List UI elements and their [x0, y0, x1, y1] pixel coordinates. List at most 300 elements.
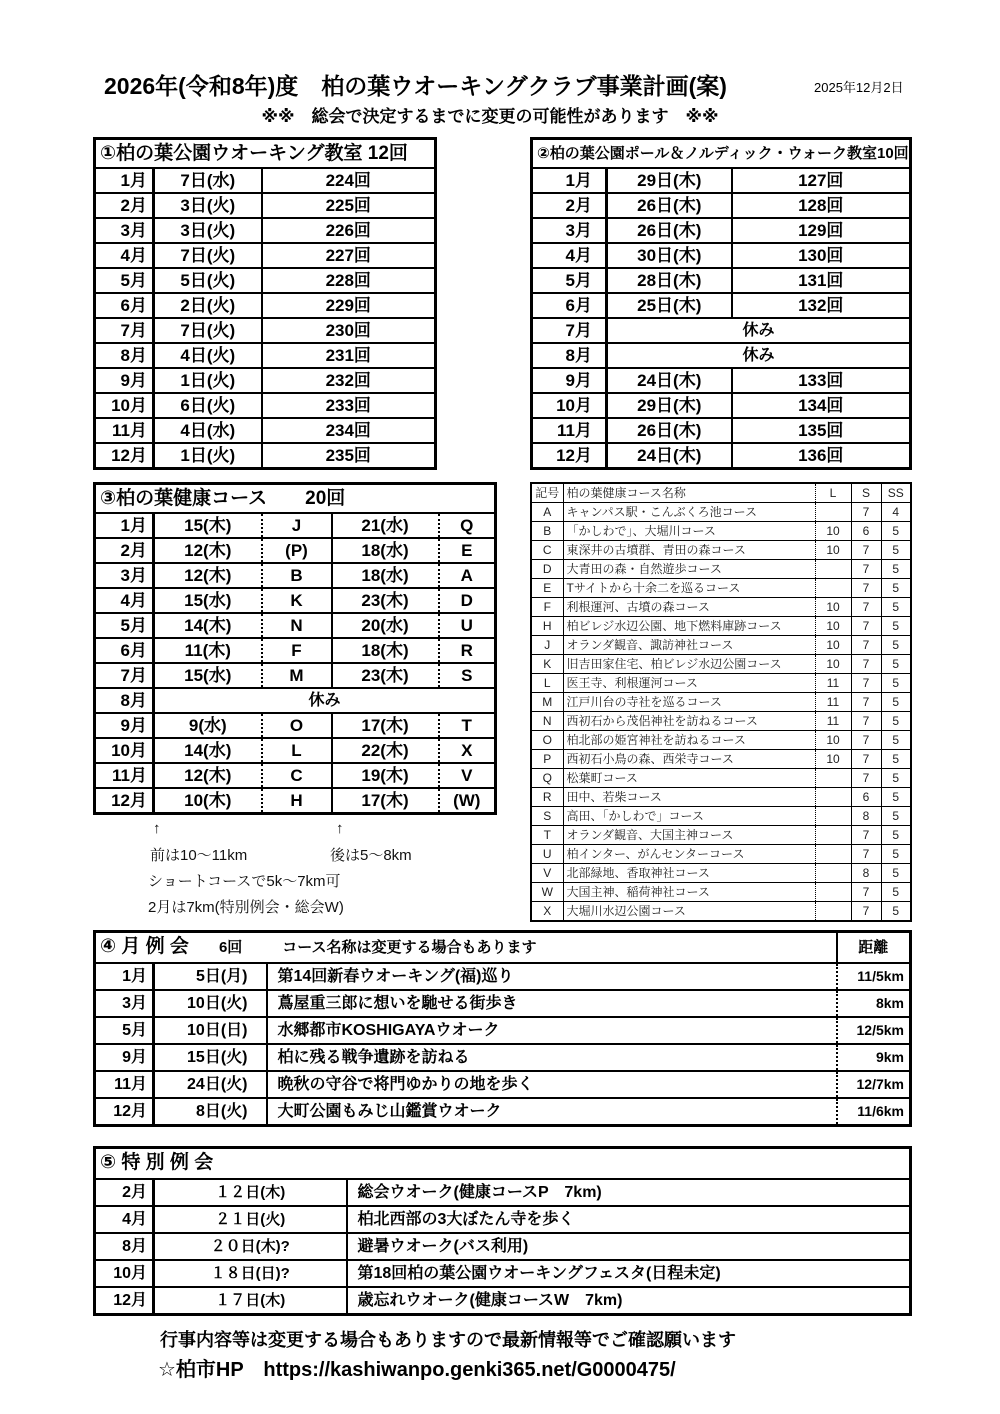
course-name-cell: 田中、若柴コース: [563, 788, 815, 807]
date-cell: 7日(火): [154, 243, 262, 268]
course-name-cell: 柏インター、がんセンターコース: [563, 845, 815, 864]
date-cell: 24日(木): [607, 368, 732, 393]
month-cell: 3月: [95, 218, 154, 243]
course-l-cell: 11: [815, 693, 851, 712]
table-row: [532, 368, 911, 393]
table-row: [531, 769, 911, 788]
course-ss-cell: 5: [881, 712, 911, 731]
course-code-cell: K: [531, 655, 563, 674]
course-name-cell: 北部緑地、香取神社コース: [563, 864, 815, 883]
header-code: 記号: [531, 483, 563, 503]
table-row: [95, 563, 496, 588]
course-list-header-row: [531, 483, 911, 503]
table-row: [95, 193, 436, 218]
date-cell: 26日(木): [607, 418, 732, 443]
table-row: [95, 393, 436, 418]
month-cell: 6月: [532, 293, 607, 318]
table-row: [95, 538, 496, 563]
count-cell: 130回: [732, 243, 911, 268]
date-cell: 28日(木): [607, 268, 732, 293]
distance-cell: 12/5km: [837, 1017, 911, 1044]
course-s-cell: 7: [851, 693, 881, 712]
month-cell: 10月: [95, 393, 154, 418]
course-letter-cell: T: [439, 713, 496, 738]
course-letter-cell: X: [439, 738, 496, 763]
date-cell: 5日(火): [154, 268, 262, 293]
table-row: [532, 318, 911, 343]
table-row: [531, 864, 911, 883]
course-s-cell: 7: [851, 902, 881, 922]
course-letter-cell: F: [262, 638, 332, 663]
course-l-cell: [815, 864, 851, 883]
table-row: [531, 636, 911, 655]
table-row: [531, 807, 911, 826]
month-cell: 7月: [95, 318, 154, 343]
count-cell: 134回: [732, 393, 911, 418]
course-name-cell: 「かしわで」、大堀川コース: [563, 522, 815, 541]
event-name-cell: 第14回新春ウオーキング(福)巡り: [267, 963, 837, 990]
table-row: [95, 663, 496, 688]
course-code-cell: W: [531, 883, 563, 902]
note-short-course: ショートコースで5k～7km可: [148, 873, 341, 890]
date-cell: 7日(水): [154, 168, 262, 193]
date-cell: 7日(火): [154, 318, 262, 343]
date-cell: 17(木): [332, 713, 439, 738]
month-cell: 11月: [95, 1071, 154, 1098]
table-row: [95, 613, 496, 638]
course-code-cell: C: [531, 541, 563, 560]
table-row: [531, 541, 911, 560]
date-cell: 24日(火): [154, 1071, 267, 1098]
date-cell: 4日(火): [154, 343, 262, 368]
date-cell: 18(水): [332, 538, 439, 563]
month-cell: 11月: [95, 418, 154, 443]
arrow-up-icon: ↑: [153, 820, 161, 837]
table-row: [531, 902, 911, 922]
table-row: [532, 443, 911, 469]
course-l-cell: [815, 560, 851, 579]
course-ss-cell: 5: [881, 598, 911, 617]
course-s-cell: 8: [851, 807, 881, 826]
date-cell: 8日(火): [154, 1098, 267, 1126]
event-name-cell: 歳忘れウオーク(健康コースW 7km): [347, 1287, 911, 1315]
footer-url: ☆柏市HP https://kashiwanpo.genki365.net/G0000475/: [158, 1359, 676, 1381]
course-ss-cell: 5: [881, 617, 911, 636]
table-row: [95, 688, 496, 713]
date-cell: 11(木): [154, 638, 262, 663]
date-cell: 18(水): [332, 563, 439, 588]
page-title: 2026年(令和8年)度 柏の葉ウオーキングクラブ事業計画(案): [104, 73, 727, 99]
table-row: [95, 1179, 911, 1206]
month-cell: 9月: [95, 713, 154, 738]
table-row: [95, 318, 436, 343]
date-cell: 18(木): [332, 638, 439, 663]
table-row: [95, 588, 496, 613]
table5-title-text: ⑤ 特 別 例 会: [100, 1152, 214, 1173]
distance-cell: 11/6km: [837, 1098, 911, 1126]
count-cell: 228回: [262, 268, 436, 293]
table-row: [95, 1017, 911, 1044]
date-cell: 14(水): [154, 738, 262, 763]
month-cell: 4月: [95, 243, 154, 268]
course-s-cell: 7: [851, 674, 881, 693]
table4-title-text: ④ 月 例 会: [100, 936, 189, 957]
table-row: [531, 845, 911, 864]
date-cell: 15日(火): [154, 1044, 267, 1071]
course-l-cell: 10: [815, 655, 851, 674]
date-cell: 29日(木): [607, 393, 732, 418]
date-cell: ２１日(火): [154, 1206, 347, 1233]
header-course-name: 柏の葉健康コース名称: [563, 483, 815, 503]
course-s-cell: 7: [851, 731, 881, 750]
distance-cell: 9km: [837, 1044, 911, 1071]
course-letter-cell: J: [262, 513, 332, 538]
table-row: [95, 763, 496, 788]
count-cell: 234回: [262, 418, 436, 443]
month-cell: 11月: [532, 418, 607, 443]
table-row: [95, 243, 436, 268]
course-ss-cell: 5: [881, 788, 911, 807]
table-row: [531, 826, 911, 845]
course-name-cell: 西初石小鳥の森、西栄寺コース: [563, 750, 815, 769]
table-title-row: [95, 139, 436, 169]
course-ss-cell: 5: [881, 807, 911, 826]
course-s-cell: 7: [851, 636, 881, 655]
doc-subtitle: ※※ 総会で決定するまでに変更の可能性があります ※※: [261, 107, 719, 126]
course-ss-cell: 5: [881, 693, 911, 712]
table5-title: [95, 1148, 911, 1180]
course-code-cell: P: [531, 750, 563, 769]
table-row: [531, 674, 911, 693]
event-name-cell: 避暑ウオーク(バス利用): [347, 1233, 911, 1260]
count-cell: 233回: [262, 393, 436, 418]
table-row: [95, 218, 436, 243]
month-cell: 10月: [532, 393, 607, 418]
date-cell: 21(水): [332, 513, 439, 538]
course-s-cell: 7: [851, 712, 881, 731]
course-letter-cell: A: [439, 563, 496, 588]
month-cell: 10月: [95, 738, 154, 763]
course-code-cell: N: [531, 712, 563, 731]
course-letter-cell: E: [439, 538, 496, 563]
month-cell: 2月: [95, 193, 154, 218]
table-row: [95, 1206, 911, 1233]
date-cell: 25日(木): [607, 293, 732, 318]
table-title-row: [95, 1148, 911, 1180]
course-s-cell: 7: [851, 617, 881, 636]
table-row: [95, 1044, 911, 1071]
course-s-cell: 7: [851, 503, 881, 522]
month-cell: 4月: [95, 1206, 154, 1233]
table-title-row: [532, 139, 911, 169]
month-cell: 2月: [95, 1179, 154, 1206]
course-code-cell: X: [531, 902, 563, 922]
date-cell: 26日(木): [607, 193, 732, 218]
table-row: [531, 598, 911, 617]
month-cell: 2月: [95, 538, 154, 563]
course-name-cell: 医王寺、利根運河コース: [563, 674, 815, 693]
table-row: [95, 963, 911, 990]
course-ss-cell: 5: [881, 560, 911, 579]
course-letter-cell: L: [262, 738, 332, 763]
course-l-cell: 11: [815, 674, 851, 693]
table4-note: コース名称は変更する場合もあります: [282, 939, 537, 956]
note-second-distance: 後は5～8km: [330, 847, 412, 864]
arrow-up-icon: ↑: [336, 820, 344, 837]
monthly-meeting-table: [93, 930, 912, 1127]
course-name-cell: 東深井の古墳群、青田の森コース: [563, 541, 815, 560]
count-cell: 226回: [262, 218, 436, 243]
table-row: [531, 655, 911, 674]
course-letter-cell: N: [262, 613, 332, 638]
table-title-row: [95, 484, 496, 514]
table-row: [531, 617, 911, 636]
date-cell: 10(木): [154, 788, 262, 814]
course-l-cell: 10: [815, 598, 851, 617]
course-name-cell: 江戸川台の寺社を巡るコース: [563, 693, 815, 712]
count-cell: 227回: [262, 243, 436, 268]
table-row: [531, 579, 911, 598]
table-row: [95, 1287, 911, 1315]
table-row: [95, 418, 436, 443]
table-row: [95, 1260, 911, 1287]
doc-date: 2025年12月2日: [814, 80, 904, 95]
date-cell: 1日(火): [154, 443, 262, 469]
date-cell: 12(木): [154, 763, 262, 788]
course-code-cell: D: [531, 560, 563, 579]
table-row: [95, 788, 496, 814]
count-cell: 128回: [732, 193, 911, 218]
course-letter-cell: H: [262, 788, 332, 814]
table-row: [531, 788, 911, 807]
table-title-row: [95, 932, 911, 964]
course-ss-cell: 5: [881, 541, 911, 560]
course-code-cell: L: [531, 674, 563, 693]
count-cell: 133回: [732, 368, 911, 393]
date-cell: 1日(火): [154, 368, 262, 393]
course-name-cell: 大堀川水辺公園コース: [563, 902, 815, 922]
table-row: [532, 168, 911, 193]
date-cell: 3日(火): [154, 193, 262, 218]
month-cell: 2月: [532, 193, 607, 218]
month-cell: 7月: [532, 318, 607, 343]
date-cell: １７日(木): [154, 1287, 347, 1315]
course-code-cell: Q: [531, 769, 563, 788]
course-s-cell: 7: [851, 541, 881, 560]
date-cell: 9(水): [154, 713, 262, 738]
header-s: S: [851, 483, 881, 503]
event-name-cell: 柏北西部の3大ぼたん寺を歩く: [347, 1206, 911, 1233]
month-cell: 8月: [95, 688, 154, 713]
course-ss-cell: 5: [881, 864, 911, 883]
table-row: [95, 368, 436, 393]
event-name-cell: 晩秋の守谷で将門ゆかりの地を歩く: [267, 1071, 837, 1098]
course-l-cell: 11: [815, 712, 851, 731]
date-cell: 5日(月): [154, 963, 267, 990]
course-l-cell: 10: [815, 522, 851, 541]
date-cell: 19(木): [332, 763, 439, 788]
course-ss-cell: 5: [881, 845, 911, 864]
month-cell: 12月: [95, 443, 154, 469]
month-cell: 1月: [95, 963, 154, 990]
course-letter-cell: K: [262, 588, 332, 613]
course-ss-cell: 5: [881, 750, 911, 769]
course-l-cell: [815, 845, 851, 864]
course-code-cell: R: [531, 788, 563, 807]
count-cell: 229回: [262, 293, 436, 318]
course-s-cell: 7: [851, 598, 881, 617]
month-cell: 12月: [532, 443, 607, 469]
course-ss-cell: 5: [881, 883, 911, 902]
course-ss-cell: 4: [881, 503, 911, 522]
course-s-cell: 7: [851, 750, 881, 769]
date-cell: 12(木): [154, 538, 262, 563]
date-cell: 15(木): [154, 513, 262, 538]
month-cell: 9月: [532, 368, 607, 393]
course-l-cell: [815, 807, 851, 826]
course-code-cell: H: [531, 617, 563, 636]
rest-cell: 休み: [154, 688, 496, 713]
course-code-cell: S: [531, 807, 563, 826]
month-cell: 6月: [95, 293, 154, 318]
count-cell: 129回: [732, 218, 911, 243]
month-cell: 4月: [95, 588, 154, 613]
date-cell: 30日(木): [607, 243, 732, 268]
month-cell: 5月: [95, 1017, 154, 1044]
date-cell: 14(木): [154, 613, 262, 638]
table-row: [95, 168, 436, 193]
month-cell: 12月: [95, 1287, 154, 1315]
course-l-cell: [815, 883, 851, 902]
month-cell: 3月: [95, 563, 154, 588]
table-row: [531, 750, 911, 769]
course-letter-cell: Q: [439, 513, 496, 538]
course-l-cell: 10: [815, 731, 851, 750]
date-cell: 20(水): [332, 613, 439, 638]
table-row: [532, 268, 911, 293]
course-letter-cell: O: [262, 713, 332, 738]
table4-count: 6回: [218, 939, 243, 956]
course-name-cell: 大青田の森・自然遊歩コース: [563, 560, 815, 579]
month-cell: 7月: [95, 663, 154, 688]
table2-title: ②柏の葉公園ポール＆ノルディック・ウォーク教室10回: [532, 139, 911, 169]
distance-header: 距離: [837, 932, 911, 964]
date-cell: 15(水): [154, 663, 262, 688]
table-row: [532, 393, 911, 418]
table-row: [531, 503, 911, 522]
month-cell: 4月: [532, 243, 607, 268]
date-cell: 17(木): [332, 788, 439, 814]
course-s-cell: 7: [851, 655, 881, 674]
note-february: 2月は7km(特別例会・総会W): [148, 899, 344, 916]
distance-cell: 12/7km: [837, 1071, 911, 1098]
table-row: [95, 268, 436, 293]
table-row: [95, 293, 436, 318]
course-name-cell: オランダ観音、大国主神コース: [563, 826, 815, 845]
month-cell: 8月: [532, 343, 607, 368]
month-cell: 6月: [95, 638, 154, 663]
course-name-cell: オランダ観音、諏訪神社コース: [563, 636, 815, 655]
course-name-cell: 大国主神、稲荷神社コース: [563, 883, 815, 902]
course-ss-cell: 5: [881, 674, 911, 693]
course-l-cell: [815, 788, 851, 807]
month-cell: 1月: [95, 513, 154, 538]
table-row: [95, 343, 436, 368]
course-l-cell: 10: [815, 636, 851, 655]
date-cell: １８日(日)?: [154, 1260, 347, 1287]
table1-title: ①柏の葉公園ウオーキング教室 12回: [95, 139, 436, 169]
course-ss-cell: 5: [881, 826, 911, 845]
month-cell: 8月: [95, 1233, 154, 1260]
table4-title: [95, 932, 837, 964]
course-s-cell: 7: [851, 883, 881, 902]
table-row: [95, 1098, 911, 1126]
table-row: [532, 193, 911, 218]
distance-cell: 11/5km: [837, 963, 911, 990]
count-cell: 135回: [732, 418, 911, 443]
course-s-cell: 6: [851, 788, 881, 807]
count-cell: 235回: [262, 443, 436, 469]
table-row: [531, 560, 911, 579]
table3-title-text: ③柏の葉健康コース: [100, 488, 268, 509]
month-cell: 9月: [95, 1044, 154, 1071]
course-ss-cell: 5: [881, 579, 911, 598]
course-s-cell: 7: [851, 560, 881, 579]
count-cell: 224回: [262, 168, 436, 193]
course-l-cell: [815, 826, 851, 845]
table-row: [95, 1233, 911, 1260]
course-ss-cell: 5: [881, 522, 911, 541]
table-row: [531, 693, 911, 712]
table-row: [531, 731, 911, 750]
nordic-walk-table: [530, 137, 912, 470]
course-code-cell: O: [531, 731, 563, 750]
course-s-cell: 7: [851, 845, 881, 864]
course-list-table: [530, 482, 912, 922]
rest-cell: 休み: [607, 343, 911, 368]
count-cell: 127回: [732, 168, 911, 193]
event-name-cell: 柏に残る戦争遺跡を訪ねる: [267, 1044, 837, 1071]
count-cell: 131回: [732, 268, 911, 293]
note-first-distance: 前は10～11km: [150, 847, 248, 864]
month-cell: 10月: [95, 1260, 154, 1287]
count-cell: 132回: [732, 293, 911, 318]
course-name-cell: 旧吉田家住宅、柏ビレジ水辺公園コース: [563, 655, 815, 674]
date-cell: 10日(火): [154, 990, 267, 1017]
course-s-cell: 7: [851, 769, 881, 788]
course-ss-cell: 5: [881, 636, 911, 655]
course-letter-cell: (W): [439, 788, 496, 814]
month-cell: 1月: [95, 168, 154, 193]
distance-cell: 8km: [837, 990, 911, 1017]
count-cell: 136回: [732, 443, 911, 469]
course-code-cell: T: [531, 826, 563, 845]
date-cell: 24日(木): [607, 443, 732, 469]
date-cell: 26日(木): [607, 218, 732, 243]
date-cell: ２０日(木)?: [154, 1233, 347, 1260]
date-cell: 22(木): [332, 738, 439, 763]
course-name-cell: 柏ビレジ水辺公園、地下燃料庫跡コース: [563, 617, 815, 636]
date-cell: 10日(日): [154, 1017, 267, 1044]
course-letter-cell: S: [439, 663, 496, 688]
footer-notice: 行事内容等は変更する場合もありますので最新情報等でご確認願います: [160, 1330, 736, 1350]
course-l-cell: [815, 503, 851, 522]
course-code-cell: M: [531, 693, 563, 712]
course-letter-cell: R: [439, 638, 496, 663]
month-cell: 11月: [95, 763, 154, 788]
table-row: [95, 738, 496, 763]
course-letter-cell: B: [262, 563, 332, 588]
